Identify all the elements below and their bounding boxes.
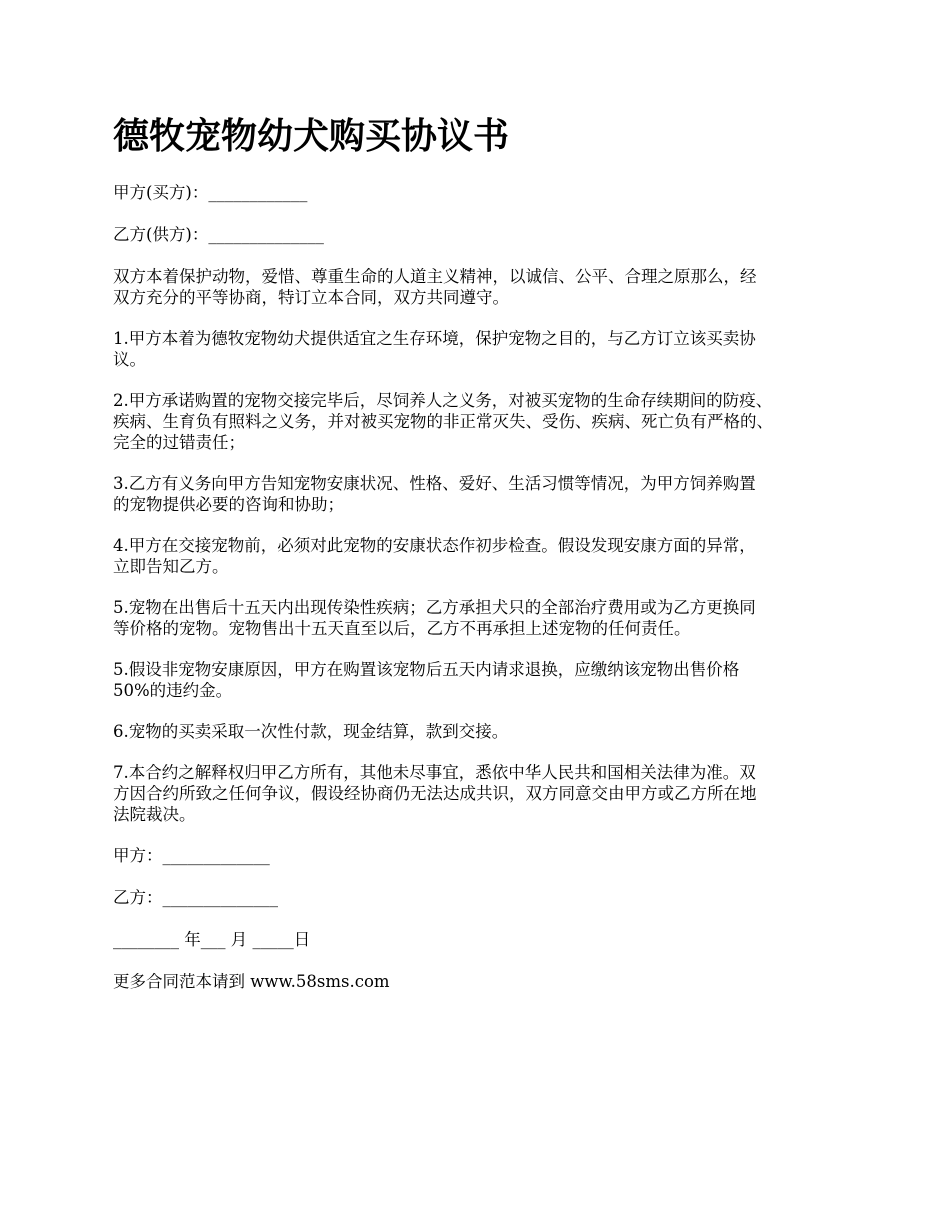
- clause-line: 6.宠物的买卖采取一次性付款，现金结算，款到交接。: [113, 722, 509, 741]
- clause-line: 7.本合约之解释权归甲乙方所有，其他未尽事宜，悉依中华人民共和国相关法律为准。双: [113, 763, 756, 782]
- clause-line: 的宠物提供必要的咨询和协助；: [113, 495, 344, 514]
- clause-line: 法院裁决。: [113, 805, 196, 824]
- document-title: 德牧宠物幼犬购买协议书: [113, 115, 510, 157]
- signature-party-b: 乙方：______________: [113, 888, 278, 907]
- clause-line: 完全的过错责任；: [113, 433, 245, 452]
- contract-document: [113, 112, 853, 1013]
- clause-6: [113, 721, 853, 742]
- clause-line: 议。: [113, 350, 146, 369]
- clause-7: [113, 762, 853, 825]
- clause-line: 2.甲方承诺购置的宠物交接完毕后，尽饲养人之义务，对被买宠物的生命存续期间的防疫、: [113, 391, 773, 410]
- clause-line: 等价格的宠物。宠物售出十五天直至以后，乙方不再承担上述宠物的任何责任。: [113, 619, 691, 638]
- clause-line: 5.假设非宠物安康原因，甲方在购置该宠物后五天内请求退换，应缴纳该宠物出售价格: [113, 660, 740, 679]
- clause-line: 3.乙方有义务向甲方告知宠物安康状况、性格、爱好、生活习惯等情况，为甲方饲养购置: [113, 474, 756, 493]
- clause-5b: [113, 659, 853, 701]
- footer-note: 更多合同范本请到 www.58sms.com: [113, 972, 390, 991]
- clause-line: 1.甲方本着为德牧宠物幼犬提供适宜之生存环境，保护宠物之目的，与乙方订立该买卖协: [113, 329, 756, 348]
- date-line: ________ 年___ 月 _____日: [113, 930, 311, 949]
- party-a-buyer-field: 甲方(买方)：____________: [113, 183, 308, 202]
- clause-2: [113, 390, 853, 453]
- clause-line: 立即告知乙方。: [113, 557, 229, 576]
- clause-line: 疾病、生育负有照料之义务，并对被买宠物的非正常灭失、受伤、疾病、死亡负有严格的、: [113, 412, 773, 431]
- intro-paragraph: [113, 266, 853, 308]
- clause-5a: [113, 597, 853, 639]
- intro-line: 双方充分的平等协商，特订立本合同，双方共同遵守。: [113, 288, 509, 307]
- clause-line: 5.宠物在出售后十五天内出现传染性疾病；乙方承担犬只的全部治疗费用或为乙方更换同: [113, 598, 756, 617]
- clause-line: 4.甲方在交接宠物前，必须对此宠物的安康状态作初步检查。假设发现安康方面的异常，: [113, 536, 756, 555]
- clause-line: 方因合约所致之任何争议，假设经协商仍无法达成共识，双方同意交由甲方或乙方所在地: [113, 784, 757, 803]
- intro-line: 双方本着保护动物，爱惜、尊重生命的人道主义精神，以诚信、公平、合理之原那么，经: [113, 267, 757, 286]
- clause-3: [113, 473, 853, 515]
- clause-line: 50%的违约金。: [113, 681, 233, 700]
- clause-1: [113, 328, 853, 370]
- party-b-seller-field: 乙方(供方)：______________: [113, 225, 324, 244]
- clause-4: [113, 535, 853, 577]
- signature-party-a: 甲方：_____________: [113, 846, 270, 865]
